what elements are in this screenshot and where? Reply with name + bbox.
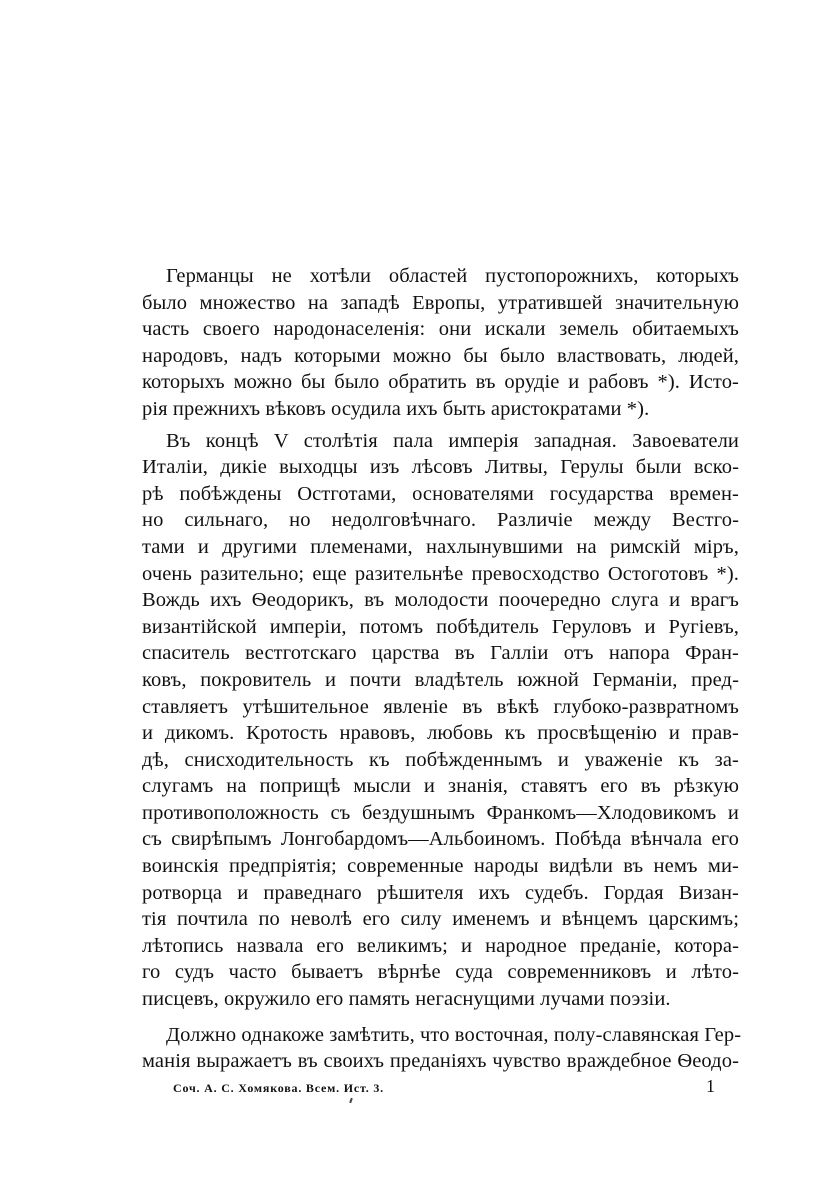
paragraph-3 [142,1022,742,1075]
text-line: Италіи, дикіе выходцы изъ лѣсовъ Литвы, Герулы были вско- [142,456,739,479]
text-line: спаситель вестготскаго царства въ Галліи отъ напора Фран- [142,642,739,665]
text-line: манія выражаетъ въ своихъ преданіяхъ чувство враждебное Ѳеодо- [142,1050,739,1073]
paragraph-1 [142,263,739,423]
text-line: воинскія предпріятія; современные народы видѣли въ немъ ми- [142,855,739,878]
text-line: было множество на западѣ Европы, утратившей значительную [142,291,739,314]
text-line: часть своего народонаселенія: они искали земель обитаемыхъ [142,318,739,341]
paragraph-2 [142,428,739,1013]
text-line: византійской имперіи, потомъ побѣдитель Геруловъ и Ругіевъ, [142,615,739,638]
text-line: Въ концѣ V столѣтія пала имперія западная. Завоеватели [166,429,739,452]
text-line: Германцы не хотѣли областей пустопорожнихъ, которыхъ [166,265,739,287]
text-line: очень разительно; еще разительнѣе превосходство Остоготовъ *). [142,562,739,585]
text-line: ставляетъ утѣшительное явленіе въ вѣкѣ глубоко-развратномъ [142,695,739,718]
text-line: народовъ, надъ которыми можно бы было властвовать, людей, [142,344,739,367]
print-speck [349,1098,353,1103]
text-line: Вождь ихъ Ѳеодорикъ, въ молодости поочередно слуга и врагъ [142,589,739,612]
text-line: дѣ, снисходительность къ побѣжденнымъ и уваженіе къ за- [142,748,739,771]
text-line: слугамъ на поприщѣ мысли и знанія, ставятъ его въ рѣзкую [142,775,739,798]
text-line: тія почтила по неволѣ его силу именемъ и вѣнцемъ царскимъ; [142,908,739,931]
page-number: 1 [706,1076,715,1096]
text-line: рія прежнихъ вѣковъ осудила ихъ быть аристократами *). [142,397,650,420]
signature-mark: Соч. А. С. Хомякова. Всем. Ист. 3. [173,1081,384,1095]
body-text [142,263,742,1075]
text-line: ротворца и праведнаго рѣшителя ихъ судебъ. Гордая Визан- [142,881,739,904]
text-line: ковъ, покровитель и почти владѣтель южной Германіи, пред- [142,668,739,691]
text-line: но сильнаго, но недолговѣчнаго. Различіе между Вестго- [142,509,739,532]
text-line: рѣ побѣждены Остготами, основателями государства времен- [142,482,739,505]
text-line: писцевъ, окружило его память негаснущими лучами поэзіи. [142,988,671,1011]
text-line: и дикомъ. Кротость нравовъ, любовь къ просвѣщенію и прав- [142,722,739,745]
text-line: го судъ часто бываетъ вѣрнѣе суда современниковъ и лѣто- [142,961,739,984]
text-line: которыхъ можно бы было обратить въ орудіе и рабовъ *). Исто- [142,371,739,394]
text-line: Должно однакоже замѣтить, что восточная, полу-славянская Гер- [166,1023,742,1046]
text-line: лѣтопись назвала его великимъ; и народное преданіе, котора- [142,934,739,957]
text-line: противоположность съ бездушнымъ Франкомъ—Хлодовикомъ и [142,801,739,824]
text-line: съ свирѣпымъ Лонгобардомъ—Альбоиномъ. Побѣда вѣнчала его [142,828,739,851]
text-line: тами и другими племенами, нахлынувшими на римскій міръ, [142,535,739,558]
